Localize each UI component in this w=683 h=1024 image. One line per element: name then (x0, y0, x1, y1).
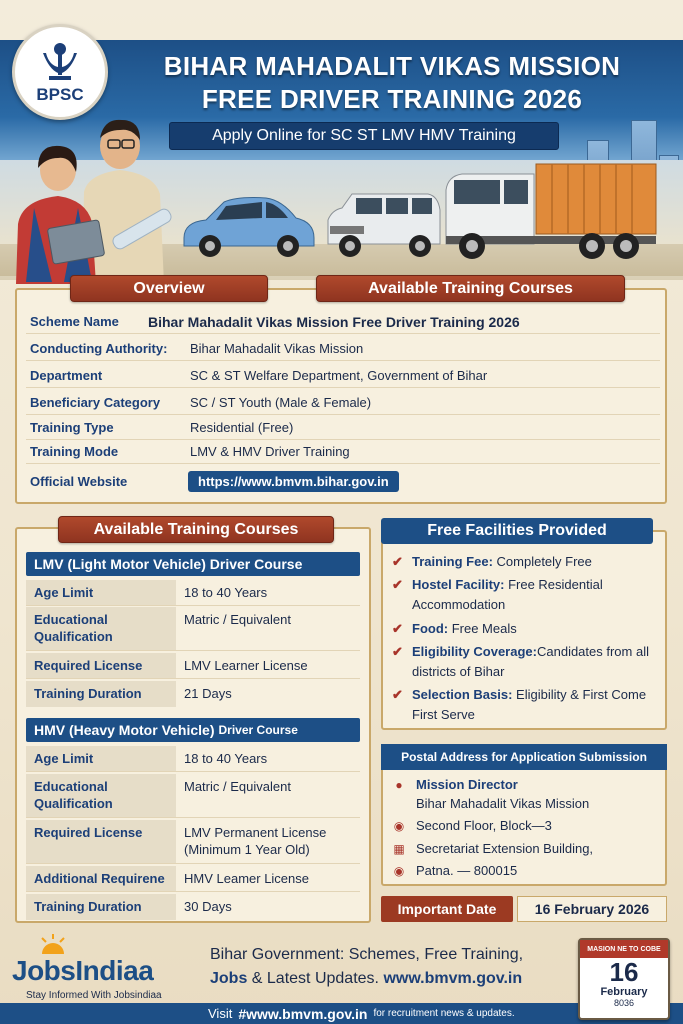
check-icon: ✔ (392, 621, 403, 636)
jobsindiaa-logo (12, 955, 153, 987)
postal-org-line (392, 796, 664, 811)
location-pin-icon: ◉ (393, 819, 405, 833)
postal-city-line (392, 863, 664, 878)
tab-overview: Overview (70, 275, 268, 302)
overview-value: Bihar Mahadalit Vikas Mission Free Driver Training 2026 (148, 313, 520, 330)
footer-line-1 (210, 946, 523, 964)
hmv-label: Additional Requirene (26, 866, 176, 891)
logo-text: BPSC (36, 85, 84, 104)
tab-available-courses-top: Available Training Courses (316, 275, 625, 302)
hmv-value: LMV Permanent License (Minimum 1 Year Old) (184, 825, 327, 857)
overview-row-website (26, 469, 660, 493)
building-icon: ▦ (393, 842, 405, 856)
footer-line1-a: Bihar Government (210, 946, 340, 963)
hmv-label: Educational Qualification (26, 774, 176, 817)
hmv-value: 18 to 40 Years (184, 751, 268, 766)
list-item (392, 642, 664, 682)
lmv-label: Required License (26, 653, 176, 678)
overview-row-department (26, 364, 660, 388)
postal-org: Bihar Mahadalit Vikas Mission (416, 796, 590, 811)
hmv-heading-main: HMV (Heavy Motor Vehicle) (34, 722, 215, 738)
hmv-value: Matric / Equivalent (184, 779, 291, 794)
postal-building-line (392, 841, 664, 856)
calendar-top: MASION NE TO COBE (580, 940, 668, 958)
check-icon: ✔ (392, 644, 403, 659)
visit-note: for recruitment news & updates. (373, 1008, 515, 1019)
overview-label: Official Website (30, 473, 128, 489)
overview-value: Bihar Mahadalit Vikas Mission (190, 341, 364, 356)
hmv-truck-illustration (442, 160, 660, 262)
page-title-line1: BIHAR MAHADALIT VIKAS MISSION (163, 51, 621, 81)
table-row (26, 653, 360, 679)
table-row (26, 894, 360, 920)
footer-website[interactable]: www.bmvm.gov.in (383, 970, 523, 987)
calendar-month: February (600, 986, 648, 998)
facility-title: Hostel Facility: (412, 577, 505, 592)
overview-row-mode (26, 440, 660, 464)
postal-name-line (392, 777, 664, 792)
hmv-heading-small: Driver Course (218, 723, 298, 737)
postal-name: Mission Director (416, 777, 518, 792)
check-icon: ✔ (392, 687, 403, 702)
overview-row-scheme (26, 310, 660, 334)
table-row (26, 580, 360, 606)
facility-title: Training Fee: (412, 554, 493, 569)
lmv-label: Educational Qualification (26, 607, 176, 650)
subtitle-banner: Apply Online for SC ST LMV HMV Training (169, 122, 559, 150)
lmv-car-illustration (178, 194, 318, 260)
table-row (26, 866, 360, 892)
sun-icon (38, 934, 68, 954)
facility-text: Candidates from all districts of Bihar (412, 644, 649, 679)
check-icon: ✔ (392, 554, 403, 569)
footer-line1-b: : Schemes, Free Training, (339, 946, 524, 963)
location-pin-icon: ◉ (393, 864, 405, 878)
facility-text: Free Residential Accommodation (412, 577, 603, 612)
list-item (392, 685, 664, 725)
facility-text: Completely Free (492, 554, 592, 569)
table-row (26, 746, 360, 772)
footer-line2-a: Jobs (210, 970, 248, 987)
facility-text: Eligibility & First Come First Serve (412, 687, 647, 722)
calendar-icon (578, 938, 670, 1020)
hmv-value: HMV Leamer License (184, 871, 309, 886)
postal-floor: Second Floor, Block—3 (416, 818, 552, 833)
overview-label: Department (30, 368, 103, 383)
facility-title: Eligibility Coverage: (412, 644, 537, 659)
lmv-value: LMV Learner License (184, 658, 308, 673)
jobsindiaa-tagline: Stay Informed With Jobsindiaa (26, 990, 162, 1001)
table-row (26, 774, 360, 818)
hmv-label: Age Limit (26, 746, 176, 771)
overview-row-authority (26, 337, 660, 361)
lmv-label: Training Duration (26, 681, 176, 707)
emblem-icon (37, 39, 83, 83)
lmv-value: 18 to 40 Years (184, 585, 268, 600)
list-item (392, 619, 664, 639)
logo-india: Indiaa (75, 955, 154, 986)
list-item (392, 575, 664, 615)
hmv-course-heading (26, 718, 360, 742)
overview-label: Scheme Name (30, 314, 119, 329)
postal-heading: Postal Address for Application Submission (381, 744, 667, 770)
overview-row-category (26, 391, 660, 415)
lmv-course-heading: LMV (Light Motor Vehicle) Driver Course (26, 552, 360, 576)
bpsc-logo (12, 24, 108, 120)
overview-label: Conducting Authority: (30, 341, 168, 356)
hmv-value: 30 Days (184, 899, 232, 914)
hmv-label: Required License (26, 820, 176, 863)
postal-building: Secretariat Extension Building, (416, 841, 594, 856)
calendar-day: 16 (609, 957, 639, 987)
facility-title: Food: (412, 621, 449, 636)
lmv-label: Age Limit (26, 580, 176, 605)
overview-row-type (26, 416, 660, 440)
table-row (26, 607, 360, 651)
page-title-line2: FREE DRIVER TRAINING 2026 (201, 84, 583, 114)
hmv-label: Training Duration (26, 894, 176, 920)
postal-city: Patna. — 800015 (416, 863, 518, 878)
overview-value: Residential (Free) (190, 420, 294, 435)
table-row (26, 820, 360, 864)
lmv-value: Matric / Equivalent (184, 612, 291, 627)
visit-label: Visit (208, 1006, 233, 1021)
overview-value: SC & ST Welfare Department, Government of Bihar (190, 368, 488, 383)
facility-text: Free Meals (448, 621, 517, 636)
important-date-label: Important Date (381, 896, 513, 922)
check-icon: ✔ (392, 577, 403, 592)
tab-available-courses: Available Training Courses (58, 516, 334, 543)
suv-illustration (324, 190, 444, 260)
official-website-link[interactable]: https://www.bmvm.bihar.gov.in (188, 471, 399, 492)
calendar-year: 8036 (613, 998, 635, 1008)
logo-jobs: Jobs (12, 955, 76, 986)
important-date-value: 16 February 2026 (517, 896, 667, 922)
overview-value: LMV & HMV Driver Training (190, 444, 350, 459)
table-row (26, 681, 360, 707)
overview-value: SC / ST Youth (Male & Female) (190, 395, 372, 410)
overview-label: Training Mode (30, 444, 119, 459)
person-icon: ● (395, 778, 403, 792)
visit-link[interactable]: #www.bmvm.gov.in (238, 1005, 368, 1022)
overview-label: Beneficiary Category (30, 395, 161, 410)
facilities-heading: Free Facilities Provided (381, 518, 653, 544)
footer-line2-b: & Latest Updates. (247, 970, 379, 987)
lmv-value: 21 Days (184, 686, 232, 701)
trainee-people-illustration (4, 112, 184, 284)
postal-floor-line (392, 818, 664, 833)
facility-title: Selection Basis: (412, 687, 513, 702)
overview-label: Training Type (30, 420, 114, 435)
footer-line-2 (210, 970, 522, 988)
list-item (392, 552, 664, 572)
